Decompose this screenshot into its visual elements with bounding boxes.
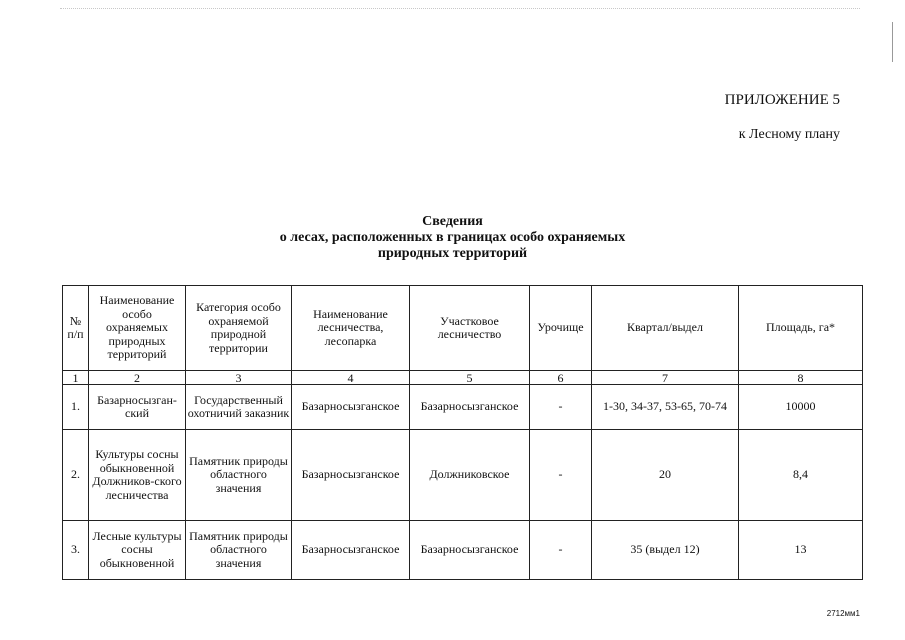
- title-line-1: Сведения: [422, 214, 483, 229]
- territory-category: Памятник природы областного значения: [186, 430, 292, 521]
- scan-noise-edge: [892, 22, 893, 62]
- area-ha: 8,4: [739, 430, 863, 521]
- quarter-section: 1-30, 34-37, 53-65, 70-74: [592, 385, 739, 430]
- territory-name: Лесные культуры сосны обыкновенной: [89, 521, 186, 580]
- column-number: 4: [292, 371, 410, 385]
- column-header: № п/п: [63, 286, 89, 371]
- protected-forests-table: [62, 285, 863, 580]
- column-header: Площадь, га*: [739, 286, 863, 371]
- column-number: 7: [592, 371, 739, 385]
- table-row: [63, 521, 863, 580]
- table-row: [63, 385, 863, 430]
- title-line-2: о лесах, расположенных в границах особо охраняемых: [279, 230, 626, 245]
- row-number: 1.: [63, 385, 89, 430]
- column-number: 2: [89, 371, 186, 385]
- appendix-label: ПРИЛОЖЕНИЕ 5: [724, 92, 840, 108]
- column-number-row: [63, 371, 863, 385]
- column-header: Участковое лесничество: [410, 286, 530, 371]
- territory-name: Культуры сосны обыкновенной Должников-ского лесничества: [89, 430, 186, 521]
- column-header: Квартал/выдел: [592, 286, 739, 371]
- column-header: Категория особо охраняемой природной территории: [186, 286, 292, 371]
- row-number: 3.: [63, 521, 89, 580]
- column-number: 8: [739, 371, 863, 385]
- forestry-name: Базарносызганское: [292, 430, 410, 521]
- area-ha: 13: [739, 521, 863, 580]
- column-header: Урочище: [530, 286, 592, 371]
- district-forestry: Должниковское: [410, 430, 530, 521]
- scan-noise-top: [60, 8, 860, 11]
- table-row: [63, 430, 863, 521]
- territory-category: Государственный охотничий заказник: [186, 385, 292, 430]
- district-forestry: Базарносызганское: [410, 385, 530, 430]
- appendix-subtitle: к Лесному плану: [738, 127, 840, 142]
- title-line-3: природных территорий: [377, 246, 528, 261]
- forestry-name: Базарносызганское: [292, 521, 410, 580]
- document-code: 2712мм1: [826, 609, 860, 618]
- document-title: [0, 214, 905, 262]
- tract: -: [530, 521, 592, 580]
- column-number: 3: [186, 371, 292, 385]
- territory-name: Базарносызган-ский: [89, 385, 186, 430]
- row-number: 2.: [63, 430, 89, 521]
- column-number: 6: [530, 371, 592, 385]
- column-number: 1: [63, 371, 89, 385]
- column-header: Наименование особо охраняемых природных территорий: [89, 286, 186, 371]
- column-header: Наименование лесничества, лесопарка: [292, 286, 410, 371]
- area-ha: 10000: [739, 385, 863, 430]
- tract: -: [530, 385, 592, 430]
- table-header-row: [63, 286, 863, 371]
- territory-category: Памятник природы областного значения: [186, 521, 292, 580]
- district-forestry: Базарносызганское: [410, 521, 530, 580]
- column-number: 5: [410, 371, 530, 385]
- tract: -: [530, 430, 592, 521]
- quarter-section: 20: [592, 430, 739, 521]
- quarter-section: 35 (выдел 12): [592, 521, 739, 580]
- forestry-name: Базарносызганское: [292, 385, 410, 430]
